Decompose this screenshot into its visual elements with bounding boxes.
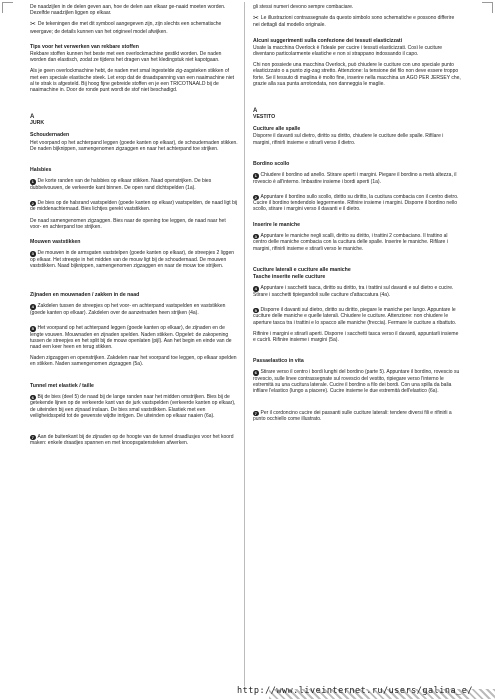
schematic-icon: ✂ — [253, 15, 259, 23]
step-text: 5 Het voorpand op het achterpand leggen (goede kanten op elkaar), de zijnaden en de lengte vouwen. Mouwnaden en zijnaden spelden. Naden stikken. Opgelet: de zakopening tussen de streepjes en het split bij de mouw openlaten (pijl). Aan het begin en einde van de naad een keer heen en terug stikken. — [30, 325, 232, 350]
step-number-7: 7 — [254, 410, 257, 416]
step-title: Cuciture alle spalle — [253, 126, 301, 133]
intro-text: De naadzijlen in de delen geven aan, hoe de delen aan elkaar ge-naaid moeten worden. Dezelfde naadzijlen liggen op elkaar. — [30, 4, 226, 17]
step-number-2: 2 — [31, 200, 34, 206]
tips-title: Alcuni suggerimenti sulla confezione dei tessuti elasticizzati — [253, 37, 403, 44]
section-name: JURK — [30, 120, 45, 127]
step-text: 4 Appuntare i sacchetti tasca, diritto su diritto, tra i trattini sul davanti e sul dietro e cucire. Stirare i sacchetti tipiegandoli sulle cuciture d'attaccatura (4a). — [253, 285, 454, 298]
step-title: Inserire le maniche — [253, 221, 300, 228]
step-title: Schoudernaden — [30, 132, 70, 139]
step-number-5: 5 — [31, 326, 34, 332]
step-number-3: 3 — [31, 251, 34, 257]
step-number-4: 4 — [31, 304, 34, 310]
step-title: Zijnaden en mouwnaden / zakken in de naad — [30, 292, 140, 299]
step-text: 3 De mouwen in de armsgaten vaststelpen (goede kanten op elkaar), de streepjes 2 liggen op elkaar. Het streepje in het midden van de mouw ligt bij de schoudernaad. De mouwen vaststikken. Naad bijknippen, samengenomen zigzaggen en naar de mouw toe strijken. — [30, 250, 235, 269]
step-text: De naad samengenomen zigzaggen. Bies naar de opening toe leggen, de naad naar het voor- en achterpand toe strijken. — [30, 217, 226, 230]
intro-text: gli stessi numeri devono sempre combaciare. — [253, 4, 354, 10]
step-number-4: 4 — [254, 286, 257, 292]
step-title: Mouwen vaststikken — [30, 239, 81, 246]
section-letter: A — [30, 114, 35, 121]
step-text: Rifinire i margini e stirarli aperti. Disporre i sacchetti tasca verso il davanti, appuntarli insieme e cucirli. Rifinire insieme i margini (5a). — [253, 330, 459, 343]
tips-title: Tips voor het verwerken van rekbare stoffen — [30, 43, 139, 50]
crop-mark — [2, 2, 13, 13]
step-number-1: 1 — [254, 173, 257, 179]
step-number-2: 2 — [254, 194, 257, 200]
step-number-1: 1 — [31, 179, 34, 185]
section-name: VESTITO — [253, 114, 276, 121]
step-subtitle: Tasche inserite nelle cuciture — [253, 273, 326, 280]
step-number-6: 6 — [254, 370, 257, 376]
step-title: Cuciture laterali e cuciture alle maniche — [253, 266, 351, 273]
step-number-5: 5 — [254, 307, 257, 313]
step-text: 6 Stirare verso il centro i bordi lunghi del bordino (parte 5). Appuntare il bordino, rovescio su rovescio, sulle linee contrassegnate sul rovescio del vestito, ripiegare verso l'interno le estremità su una cucitura laterale. Cucire il bordino a filo dei bordi. Con una spilla da balia infilare l'elastico (lungo a piacere). Cucire insieme le due estremità dell'elastico (6a). — [253, 369, 460, 395]
schematic-icon: ✂ — [30, 21, 36, 29]
step-text: 3 Appuntare le maniche negli scalli, diritto su diritto, i trattini 2 combaciano. Il trattino al centro delle maniche combacia con la cucitura delle spalle. Inserire le maniche. Rifilare i margini, rifinirli insieme e stirarli verso le maniche. — [253, 232, 448, 252]
step-number-7: 7 — [31, 434, 34, 440]
step-text: 2 De bies op de halsrand vastspelden (goede kanten op elkaar) vastspelden, de naad ligt bij de middenachternaad. Bies lichtjes gerekt vaststikken. — [30, 199, 238, 213]
step-text: 1 Chiudere il bordino ad anello. Stirare aperti i margini. Piegare il bordino a metà altezza, il rovescio è all'interno. Imbastire insieme i bordi aperti (1a). — [253, 172, 457, 185]
step-text: 7 Per il cordoncino cucire dei passanti sulle cuciture laterali: tendere diversi fili e rifinirli a punto occhiello come illustrato. — [253, 409, 452, 422]
tips-text: Usate la macchina Overlock è l'ideale per cucire i tessuti elasticizzati. Così le cuciture diventano particolarmente elastiche e non si strappano indossando il capo. — [253, 44, 443, 58]
step-number-3: 3 — [254, 233, 257, 239]
step-text: 7 Aan de buitenkant bij de zijnaden op de hoogte van de tunnel draadlusjes voor het koord maken: enkele draadjes spannen en met knoopsgatensteken afwerken. — [30, 433, 234, 447]
step-title: Passaelastico in vita — [253, 358, 304, 365]
step-text: Disporre il davanti sul dietro, diritto su diritto, chiudere le cuciture delle spalle. Rifilare i margini, rifinirli insieme e stirarli verso il dietro. — [253, 133, 444, 146]
step-text: 6 Bij de bies (deel 5) de naad bij de lange randen naar het midden omstrijken. Bies bij de getekende lijnen op de verkeerde kant van de jurk vastspelden (verkeerde kanten op elkaar), de uiteinden bij een zijnaad inslaan. De bies smal vaststikken. Elastiek met een veiligheidsspeld tot de gewenste wijdte inrijgen. De uiteinden op elkaar naaien (6a). — [30, 393, 236, 419]
tips-text: Rekbare stoffen kunnen het beste met een overlockmachine gestikt worden. De naden worden dan elastisch, zodat ze tijdens het dragen van het kledingstuk niet kapotgaan. — [30, 51, 222, 64]
step-title: Halsbies — [30, 167, 52, 174]
step-text: 5 Disporre il davanti sul dietro, diritto su diritto, piegare le maniche per lungo. Appuntare le cuciture delle maniche e quelle laterali. Chiudere le cuciture. Attenzione: non chiudere le aperture tasca tra i trattini e lo spacco alle maniche (freccia). Fermare le cuciture a ribattuto. — [253, 306, 457, 326]
tips-text: Chi non possiede una macchina Overlock, può chiudere le cuciture con uno speciale punto elasticizzato o a punto zig-zag stretto. Attenzione: la tensione del filo non deve essere troppo forte. Se il tessuto di maglina è molto fine, inserire nella macchina un AGO PER JERSEY che, grazie alla sua punta arrotondata, non danneggia le maglie. — [253, 62, 461, 87]
step-number-6: 6 — [31, 394, 34, 400]
intro-note: ✂ De tekeningen die met dit symbool aangegeven zijn, zijn slechts een schematische weergave; de details kunnen van het origineel model afwijken. — [30, 21, 222, 35]
step-text: Naden zigzaggen en openstrijken. Zakdelen naar het voorpand toe leggen, op elkaar spelden en stikken. Naden samengenomen zigzaggen (5a). — [30, 355, 237, 368]
tips-text: Als je geen overlockmachine hebt, de naden met smal ingestelde zig-zagsteken stikken of met een speciale elastische steek. Let erop dat de draadspanning van een naaimachine niet al te strak is afgesteld. Bij hoog fijne gebreide stoffen en je een TRICOTNAALD bij de naaimachine in. Door de ronde punt wordt de stof niet beschadigd. — [30, 68, 235, 94]
step-title: Tunnel met elastiek / taille — [30, 382, 94, 389]
column-divider — [244, 2, 245, 686]
crop-mark — [482, 2, 493, 13]
step-title: Bordino scollo — [253, 160, 290, 167]
italian-column — [253, 4, 461, 427]
section-letter: A — [253, 108, 258, 115]
step-text: Het voorpand op het achterpand leggen (goede kanten op elkaar), de schoudernaden stikken. De naden bijknippen, samengenomen zigzaggen en naar het achterpand toe strijken. — [30, 139, 238, 152]
step-text: 2 Appuntare il bordino sullo scollo, diritto su diritto, la cucitura combacia con il centro dietro. Cucire il bordino tendendolo leggermente. Rifinire insieme i margini. Disporre il bordino nello scollo, stirare i margini verso il davanti e il dietro. — [253, 193, 459, 213]
dutch-column — [30, 4, 238, 452]
footer-url[interactable]: http://www.liveinternet.ru/users/galina_e/ — [237, 686, 473, 696]
step-text: 4 Zakdelen tussen de streepjes op het voor- en achterpand vastspelden en vaststikken (goede kanten op elkaar). Zakdelen over de aanzetnaden heen strijken (4a). — [30, 303, 226, 316]
intro-note: ✂ Le illustrazioni contrassegnate da questo simbolo sono schematiche e possono differire nei dettagli dal modello originale. — [253, 15, 455, 29]
step-text: 1 De korte randen van de halsbies op elkaar stikken. Naad openstrijken. De bies dubbelvouwen, de verkeerde kant binnen. De open rand dichtspelden (1a). — [30, 178, 212, 191]
